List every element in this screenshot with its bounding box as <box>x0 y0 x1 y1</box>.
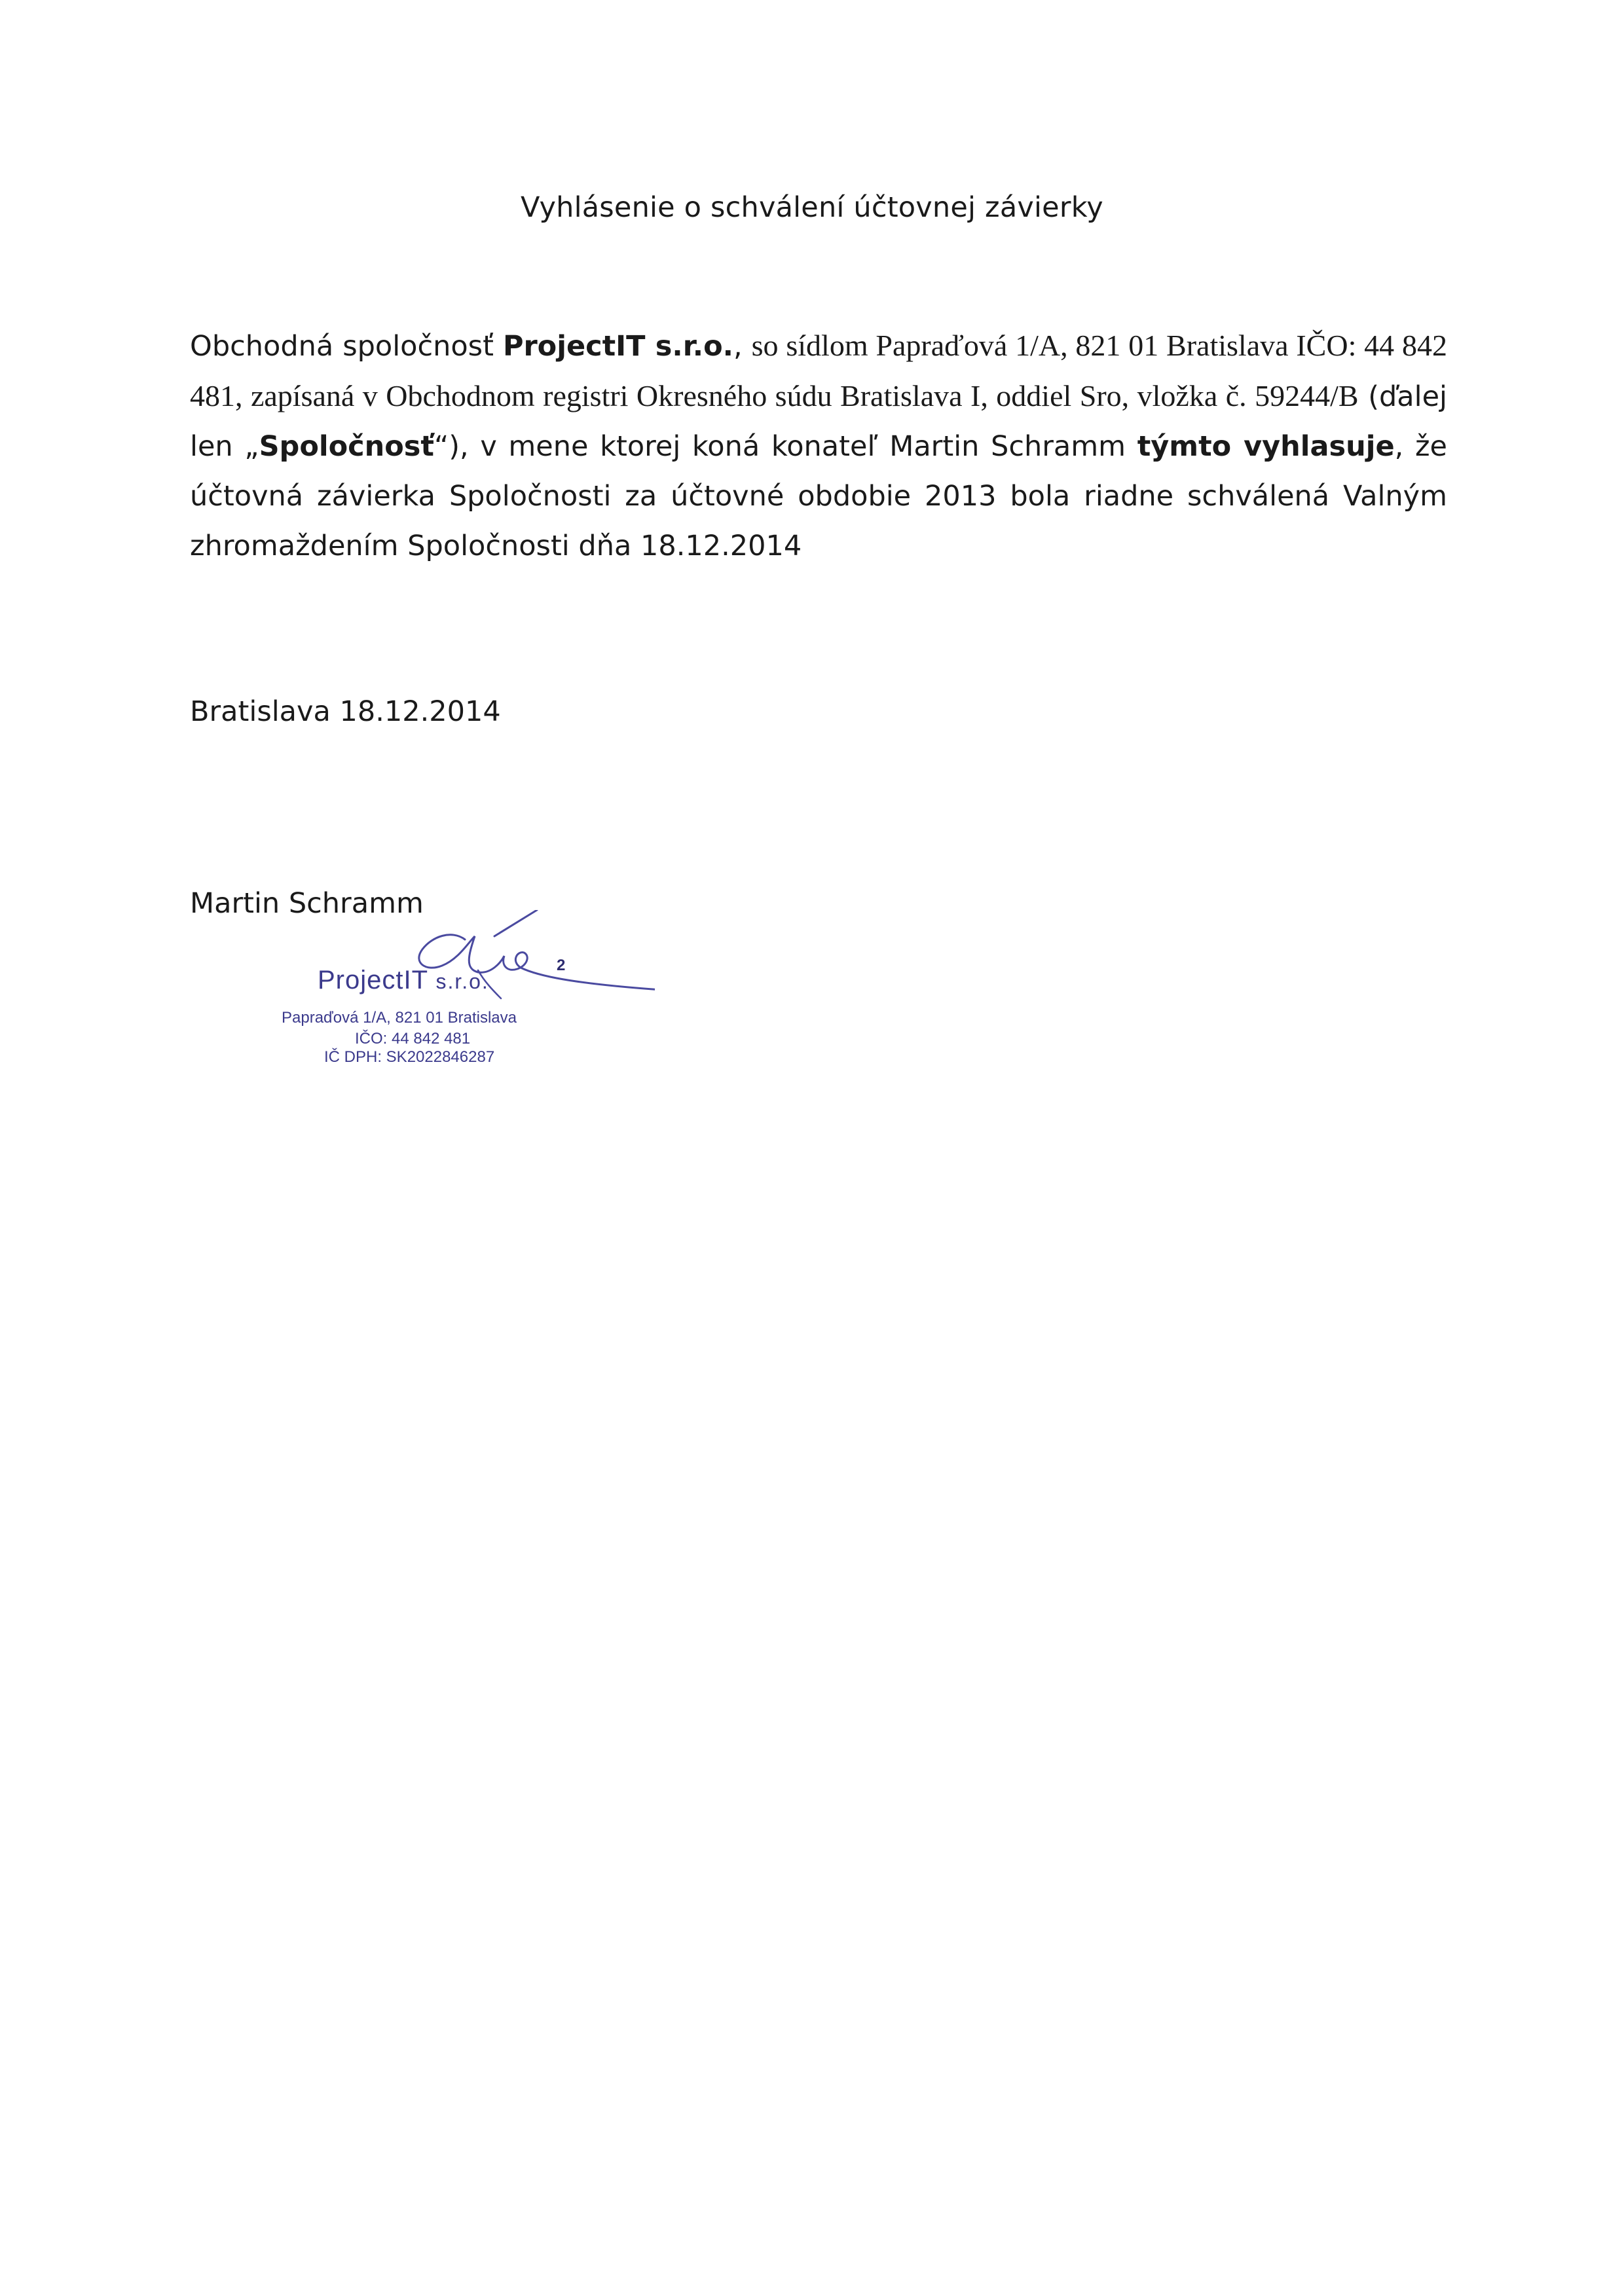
stamp-company-main: ProjectIT <box>318 966 428 994</box>
stamp-company-name <box>318 966 489 995</box>
paragraph-part-6: , že účtovná závierka Spoločnosti za účtovné obdobie 2013 bola riadne schválená Valným zhromaždením Spoločnosti dňa 18.12.2014 <box>190 430 1447 562</box>
place-and-date: Bratislava 18.12.2014 <box>190 695 501 728</box>
paragraph-part-5: “), v mene ktorej koná konateľ Martin Schramm <box>434 430 1137 463</box>
paragraph-part-2: , <box>733 330 752 363</box>
company-short-name-bold: Spoločnosť <box>259 430 434 463</box>
paragraph-part-1: Obchodná spoločnosť <box>190 330 503 363</box>
registration-details: so sídlom Papraďová 1/A, 821 01 Bratislava IČO: 44 842 481, zapísaná v Obchodnom registri Okresného súdu Bratislava I, oddiel Sro, vložka č. 59244/B <box>190 329 1447 412</box>
stamp-ic-dph: IČ DPH: SK2022846287 <box>324 1048 495 1066</box>
company-stamp <box>282 957 648 1097</box>
company-name-bold: ProjectIT s.r.o. <box>502 330 733 363</box>
stamp-ico: IČO: 44 842 481 <box>355 1030 471 1048</box>
signer-name: Martin Schramm <box>190 887 424 920</box>
paragraph-part-4: (ďalej len „ <box>190 380 1447 463</box>
declaration-verb-bold: týmto vyhlasuje <box>1137 430 1395 463</box>
declaration-paragraph <box>190 321 1447 571</box>
stamp-company-suffix: s.r.o. <box>435 970 489 993</box>
document-title: Vyhlásenie o schválení účtovnej závierky <box>521 191 1103 224</box>
stamp-address: Papraďová 1/A, 821 01 Bratislava <box>282 1009 517 1027</box>
stamp-number: 2 <box>557 957 566 974</box>
